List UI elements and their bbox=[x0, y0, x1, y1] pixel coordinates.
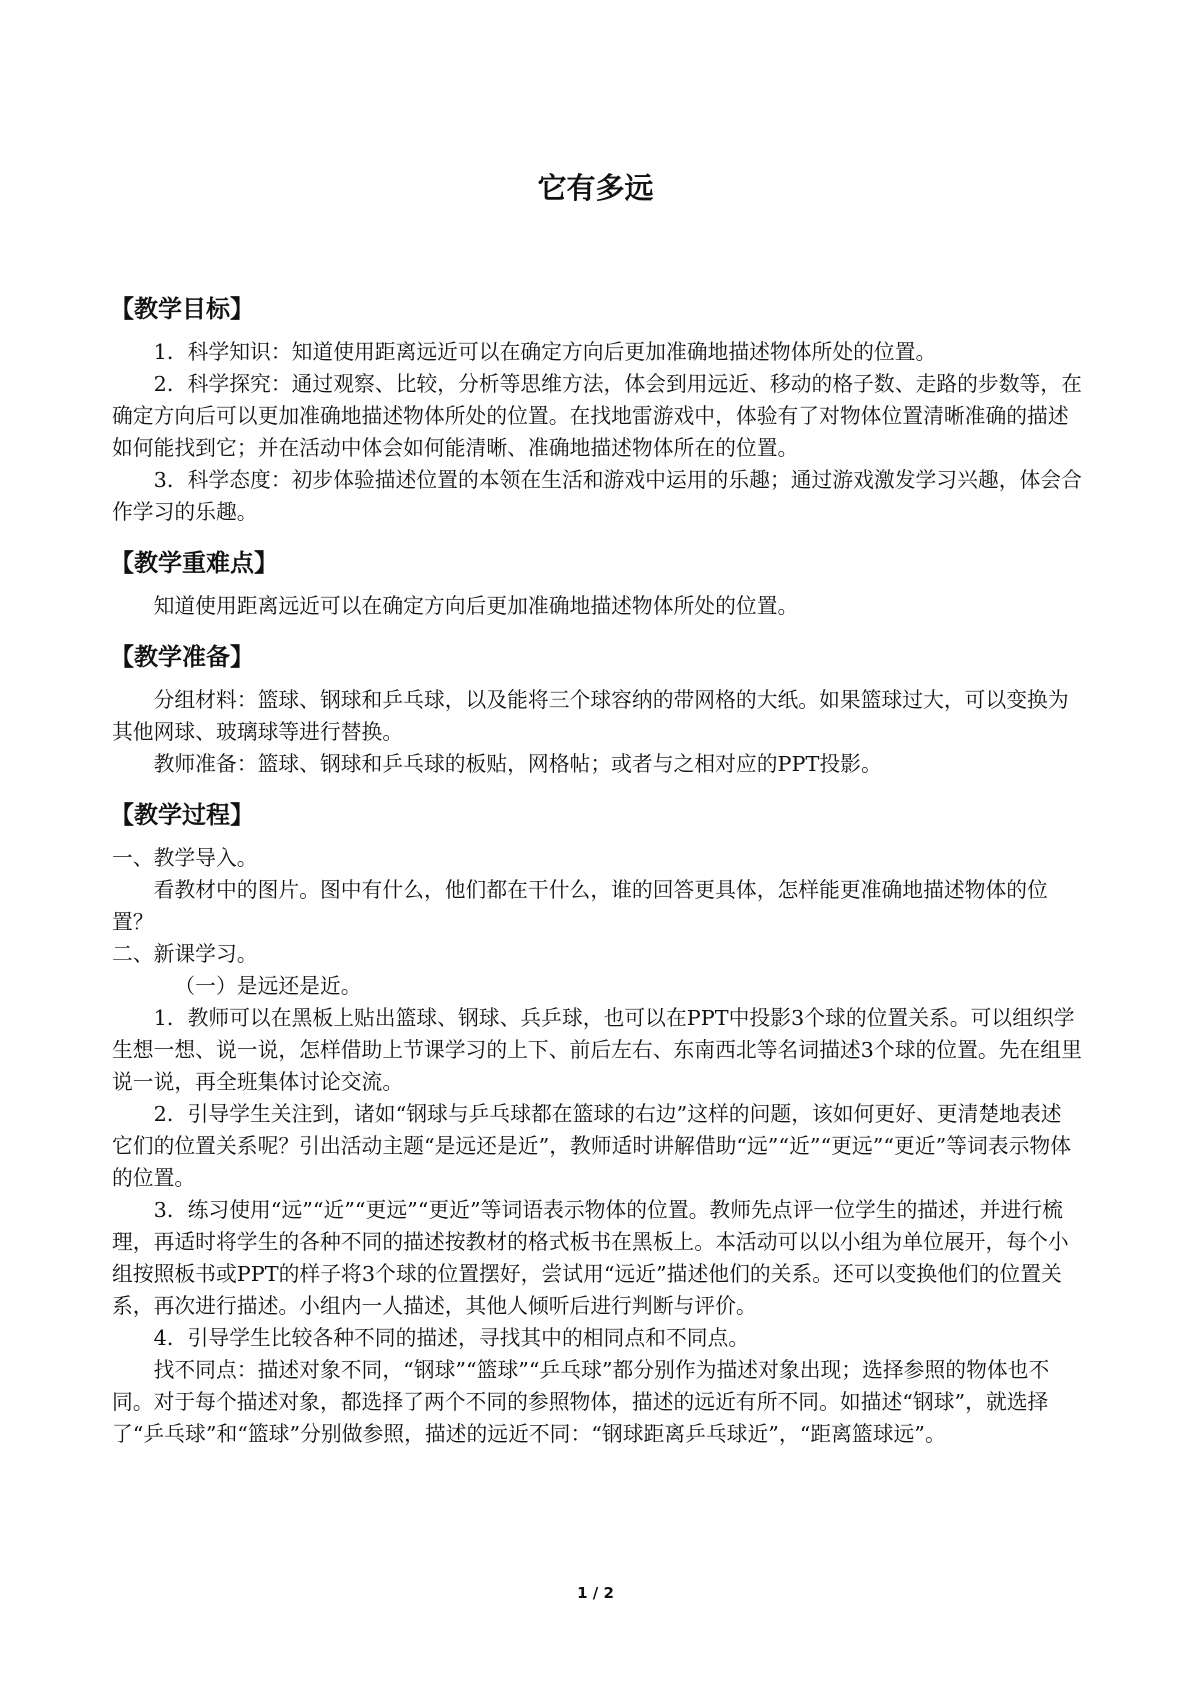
objectives-heading: 【教学目标】 bbox=[110, 295, 254, 323]
process-step: 3．练习使用“远”“近”“更远”“更近”等词语表示物体的位置。教师先点评一位学生的描述，并进行梳理，再适时将学生的各种不同的描述按教材的格式板书在黑板上。本活动可以以小组为单位展开，每个小组按照板书或PPT的样子将3个球的位置摆好，尝试用“远近”描述他们的关系。还可以变换他们的位置关系，再次进行描述。小组内一人描述，其他人倾听后进行判断与评价。 bbox=[112, 1198, 1069, 1318]
document-body bbox=[112, 292, 1082, 1450]
process-part-new-lesson: 二、新课学习。 bbox=[112, 942, 258, 966]
preparation-heading: 【教学准备】 bbox=[110, 643, 254, 671]
preparation-item: 教师准备：篮球、钢球和乒乓球的板贴，网格帖；或者与之相对应的PPT投影。 bbox=[153, 752, 882, 776]
process-heading: 【教学过程】 bbox=[110, 801, 254, 829]
objective-item: 1．科学知识：知道使用距离远近可以在确定方向后更加准确地描述物体所处的位置。 bbox=[153, 340, 937, 364]
process-step: 4．引导学生比较各种不同的描述，寻找其中的相同点和不同点。 bbox=[153, 1326, 750, 1350]
objective-item: 2．科学探究：通过观察、比较，分析等思维方法，体会到用远近、移动的格子数、走路的步数等，在确定方向后可以更加准确地描述物体所处的位置。在找地雷游戏中，体验有了对物体位置清晰准确的描述如何能找到它；并在活动中体会如何能清晰、准确地描述物体所在的位置。 bbox=[112, 372, 1082, 460]
key-points-text: 知道使用距离远近可以在确定方向后更加准确地描述物体所处的位置。 bbox=[153, 594, 799, 618]
process-step: 找不同点：描述对象不同，“钢球”“篮球”“乒乓球”都分别作为描述对象出现；选择参照的物体也不同。对于每个描述对象，都选择了两个不同的参照物体，描述的远近有所不同。如描述“钢球”，就选择了“乒乓球”和“篮球”分别做参照，描述的远近不同：“钢球距离乒乓球近”，“距离篮球远”。 bbox=[112, 1358, 1050, 1446]
process-subsection: （一）是远还是近。 bbox=[174, 974, 362, 998]
objective-item: 3．科学态度：初步体验描述位置的本领在生活和游戏中运用的乐趣；通过游戏激发学习兴趣，体会合作学习的乐趣。 bbox=[112, 468, 1082, 524]
key-points-heading: 【教学重难点】 bbox=[110, 549, 278, 577]
page-number: 1 / 2 bbox=[577, 1584, 614, 1602]
preparation-item: 分组材料：篮球、钢球和乒乓球，以及能将三个球容纳的带网格的大纸。如果篮球过大，可以变换为其他网球、玻璃球等进行替换。 bbox=[112, 688, 1069, 744]
page-title: 它有多远 bbox=[537, 171, 654, 205]
process-step: 1．教师可以在黑板上贴出篮球、钢球、兵乒球，也可以在PPT中投影3个球的位置关系。可以组织学生想一想、说一说，怎样借助上节课学习的上下、前后左右、东南西北等名词描述3个球的位置。先在组里说一说，再全班集体讨论交流。 bbox=[112, 1006, 1082, 1094]
process-step: 2．引导学生关注到，诸如“钢球与乒乓球都在篮球的右边”这样的问题，该如何更好、更清楚地表述它们的位置关系呢？引出活动主题“是远还是近”，教师适时讲解借助“远”“近”“更远”“更近”等词表示物体的位置。 bbox=[112, 1102, 1071, 1190]
process-intro-text: 看教材中的图片。图中有什么，他们都在干什么，谁的回答更具体，怎样能更准确地描述物体的位置？ bbox=[112, 878, 1048, 934]
process-part-intro: 一、教学导入。 bbox=[112, 846, 258, 870]
